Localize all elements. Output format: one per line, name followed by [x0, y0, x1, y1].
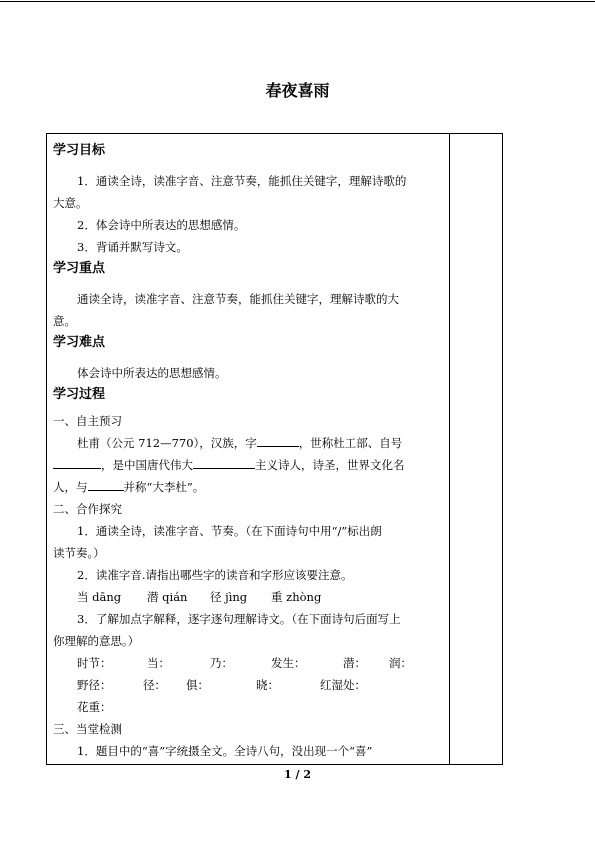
goal-1b: 大意。 — [53, 196, 88, 210]
preview-line-3 — [53, 476, 445, 498]
goals-heading: 学习目标 — [53, 143, 106, 158]
goal-3: 3．背诵并默写诗文。 — [77, 240, 188, 254]
answer-blank-poet — [88, 478, 124, 491]
goal-1a: 1．通读全诗，读准字音、注意节奏，能抓住关键字，理解诗歌的 — [77, 174, 407, 188]
part1-title: 一、自主预习 — [53, 414, 122, 428]
word-label: 时节： — [77, 656, 112, 670]
question-2: 2．读准字音.请指出哪些字的读音和字形应该要注意。 — [77, 568, 353, 582]
part3-title: 三、当堂检测 — [53, 722, 122, 736]
words-row-2 — [53, 674, 445, 696]
process-heading: 学习过程 — [53, 387, 106, 402]
question-3b: 你理解的意思。） — [53, 634, 140, 648]
answer-blank-school — [193, 456, 255, 469]
difficulty-text: 体会诗中所表达的思想感情。 — [77, 366, 227, 380]
preview-line-3b: 并称“大李杜”。 — [123, 480, 205, 494]
page-number: 1 / 2 — [284, 768, 311, 781]
word-label: 晓： — [256, 678, 279, 692]
preview-line-2a: ，是中国唐代伟大 — [101, 458, 193, 472]
question-3a: 3．了解加点字解释，逐字逐句理解诗文。（在下面诗句后面写上 — [77, 612, 401, 626]
test-question-1: 1．题目中的“喜”字统摄全文。全诗八句，没出现一个“喜” — [77, 744, 373, 758]
focus-text-b: 意。 — [53, 314, 76, 328]
preview-line-1 — [53, 432, 445, 454]
word-label: 野径： — [77, 678, 112, 692]
difficulty-heading: 学习难点 — [53, 335, 106, 350]
pinyin-item: 径 jìng — [210, 590, 248, 604]
answer-blank-pen-name — [53, 456, 101, 469]
word-label: 发生： — [271, 656, 306, 670]
focus-heading: 学习重点 — [53, 261, 106, 276]
pinyin-item: 当 dāng — [77, 590, 122, 604]
word-label: 乃： — [210, 656, 233, 670]
answer-blank-courtesy-name — [257, 434, 299, 447]
focus-text-a: 通读全诗，读准字音、注意节奏，能抓住关键字，理解诗歌的大 — [77, 292, 399, 306]
preview-line-1a: 杜甫（公元 712—770），汉族，字 — [77, 436, 257, 450]
question-1a: 1．通读全诗，读准字音、节奏。（在下面诗句中用“/”标出朗 — [77, 524, 382, 538]
page-title: 春夜喜雨 — [265, 81, 330, 100]
word-label: 润： — [389, 656, 412, 670]
preview-line-3a: 人，与 — [53, 480, 88, 494]
question-1b: 读节奏。） — [53, 546, 105, 560]
preview-line-2 — [53, 454, 445, 476]
word-label: 花重： — [77, 700, 112, 714]
word-label: 潜： — [343, 656, 366, 670]
pinyin-row — [53, 586, 445, 608]
word-label: 俱： — [186, 678, 209, 692]
top-rule — [0, 1, 595, 2]
words-row-3 — [53, 696, 445, 718]
part2-title: 二、合作探究 — [53, 502, 122, 516]
pinyin-item: 重 zhòng — [271, 590, 322, 604]
goal-2: 2．体会诗中所表达的思想感情。 — [77, 218, 246, 232]
preview-line-2b: 主义诗人，诗圣，世界文化名 — [255, 458, 405, 472]
word-label: 红湿处： — [320, 678, 366, 692]
words-row-1 — [53, 652, 445, 674]
pinyin-item: 潜 qián — [147, 590, 188, 604]
table-content — [53, 140, 445, 762]
preview-line-1b: ，世称杜工部、自号 — [298, 436, 403, 450]
word-label: 径： — [143, 678, 166, 692]
word-label: 当： — [147, 656, 170, 670]
table-column-divider — [449, 133, 450, 765]
